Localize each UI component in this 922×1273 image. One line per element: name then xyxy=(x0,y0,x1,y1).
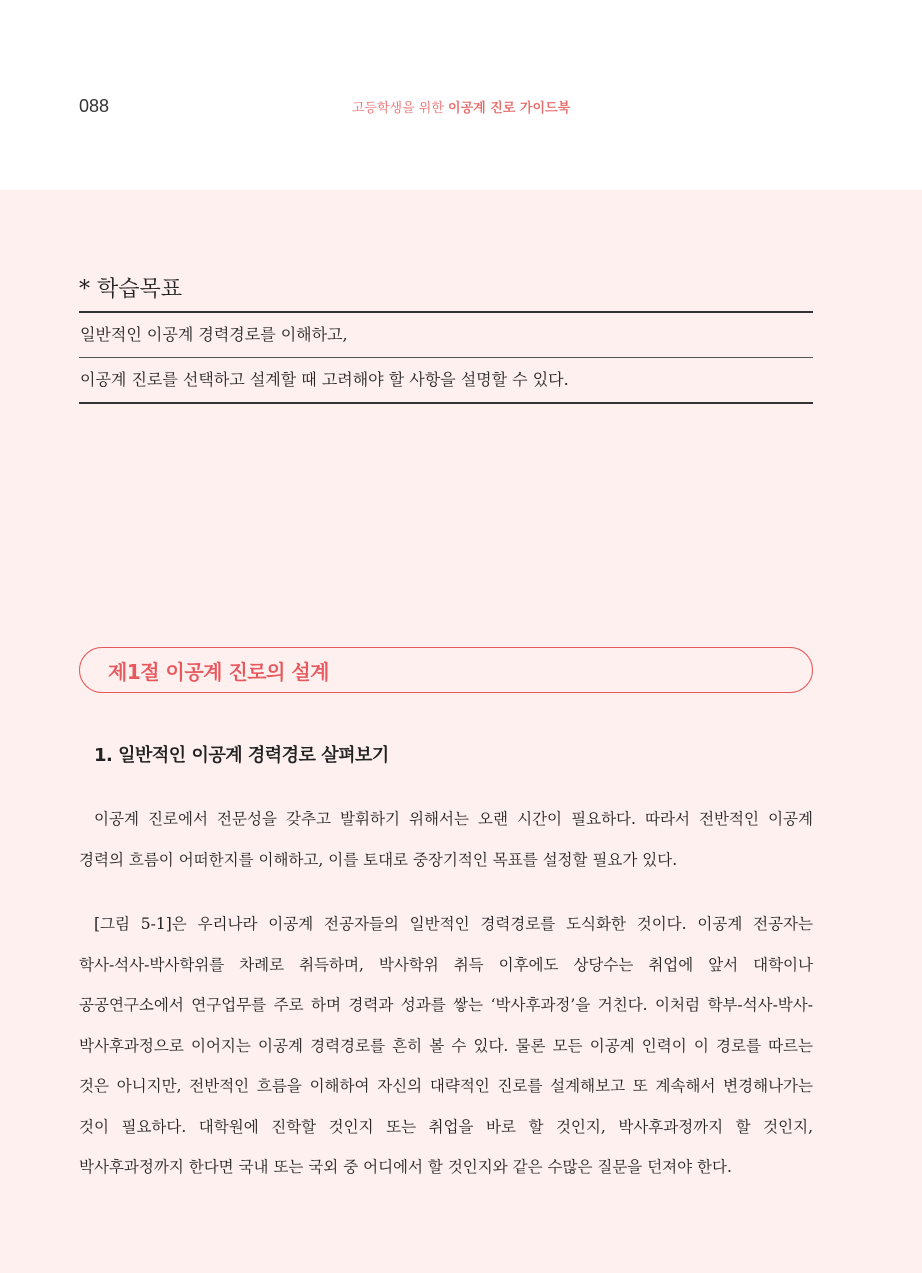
subsection-title: 1. 일반적인 이공계 경력경로 살펴보기 xyxy=(94,745,389,766)
paragraph-line: 학사-석사-박사학위를 차례로 취득하며, 박사학위 취득 이후에도 상당수는 취업에 앞서 대학이나 xyxy=(79,955,813,974)
running-title-bold: 이공계 진로 가이드북 xyxy=(448,101,571,116)
page-number: 088 xyxy=(79,96,110,116)
paragraph-line: 것이 필요하다. 대학원에 진학할 것인지 또는 취업을 바로 할 것인지, 박사후과정까지 할 것인지, xyxy=(79,1117,813,1136)
paragraph-line: [그림 5-1]은 우리나라 이공계 전공자들의 일반적인 경력경로를 도식화한 것이다. 이공계 전공자는 xyxy=(94,915,813,933)
paragraph-line: 박사후과정까지 한다면 국내 또는 국외 중 어디에서 할 것인지와 같은 수많은 질문을 던져야 한다. xyxy=(79,1158,732,1176)
paragraph-line: 공공연구소에서 연구업무를 주로 하며 경력과 성과를 쌓는 ‘박사후과정’을 거친다. 이처럼 학부-석사-박사- xyxy=(79,996,813,1014)
paragraph-1 xyxy=(79,799,813,880)
paragraph-2 xyxy=(79,904,813,1188)
objectives-title: * 학습목표 xyxy=(79,272,813,313)
learning-objectives xyxy=(79,272,813,404)
paragraph-line: 박사후과정으로 이어지는 이공계 경력경로를 흔히 볼 수 있다. 물론 모든 이공계 인력이 이 경로를 따르는 xyxy=(79,1036,813,1055)
running-title xyxy=(0,97,922,116)
section-heading-box xyxy=(79,647,813,693)
objective-line-1: 일반적인 이공계 경력경로를 이해하고, xyxy=(79,313,813,358)
section-title: 제1절 이공계 진로의 설계 xyxy=(108,660,330,684)
paragraph-line: 경력의 흐름이 어떠한지를 이해하고, 이를 토대로 중장기적인 목표를 설정할 필요가 있다. xyxy=(79,850,678,869)
page-header xyxy=(0,0,922,190)
running-title-plain: 고등학생을 위한 xyxy=(351,101,449,116)
paragraph-line: 이공계 진로에서 전문성을 갖추고 발휘하기 위해서는 오랜 시간이 필요하다. 따라서 전반적인 이공계 xyxy=(94,810,813,828)
paragraph-line: 것은 아니지만, 전반적인 흐름을 이해하여 자신의 대략적인 진로를 설계해보고 또 계속해서 변경해나가는 xyxy=(79,1077,813,1095)
objective-line-2: 이공계 진로를 선택하고 설계할 때 고려해야 할 사항을 설명할 수 있다. xyxy=(79,358,813,404)
